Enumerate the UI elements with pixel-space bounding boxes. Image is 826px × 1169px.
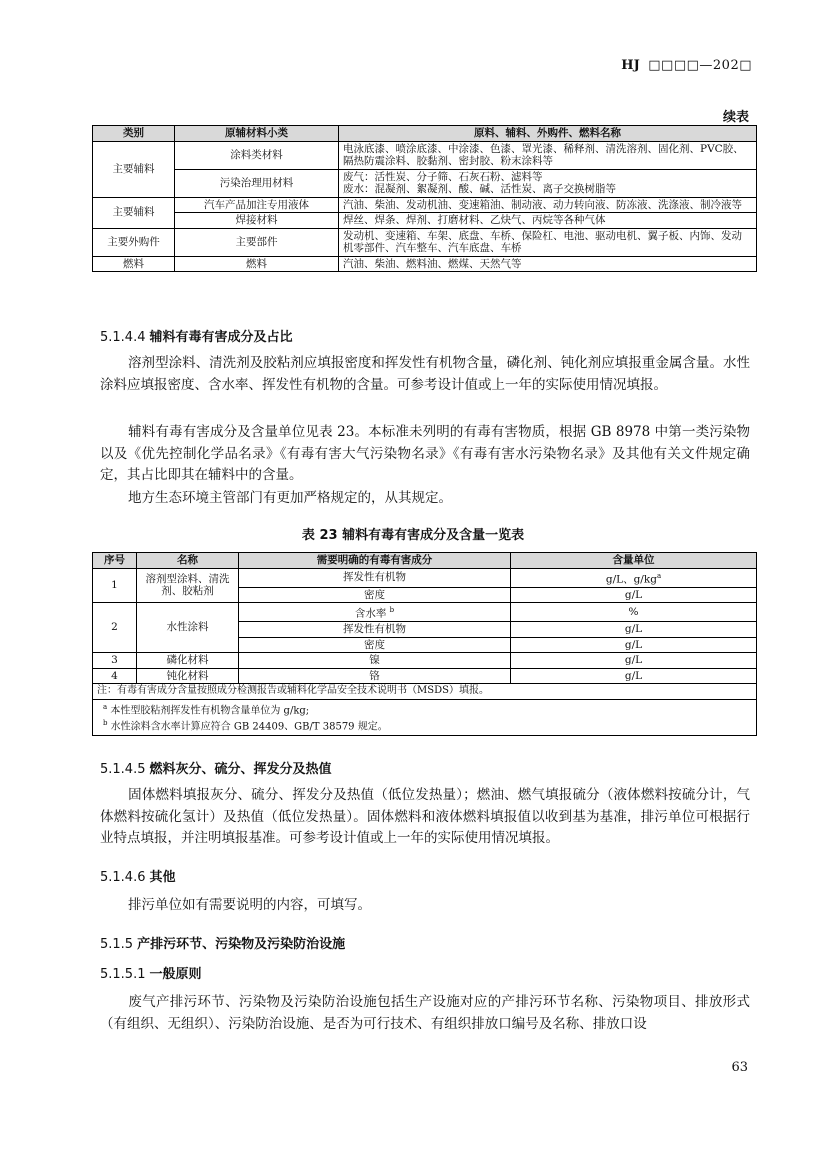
cell-component: 挥发性有机物 <box>239 568 511 587</box>
table-row <box>93 568 757 587</box>
table-footnote-row <box>93 699 757 736</box>
header-names: 原料、辅料、外购件、燃料名称 <box>339 126 757 142</box>
paragraph <box>100 992 750 1035</box>
cell-unit: g/L <box>511 587 757 603</box>
section-title: 产排污环节、污染物及污染防治设施 <box>137 937 346 952</box>
paragraph <box>100 895 750 917</box>
page-number: 63 <box>731 1060 748 1075</box>
section-number: 5.1.4.6 <box>100 870 146 885</box>
paragraph <box>100 488 750 510</box>
table-row <box>93 653 757 669</box>
section-heading-5-1-4-4 <box>100 326 293 345</box>
table-row <box>93 256 757 272</box>
cell-names: 废气：活性炭、分子筛、石灰石粉、滤料等 废水：混凝剂、絮凝剂、酸、碱、活性炭、离子交换树脂等 <box>339 169 757 197</box>
standard-code: □□□□—202□ <box>648 58 752 73</box>
cell-category: 主要辅料 <box>93 141 175 197</box>
section-number: 5.1.4.5 <box>100 762 146 777</box>
header-name: 名称 <box>137 553 239 569</box>
cell-name: 钝化材料 <box>137 668 239 684</box>
toxic-components-table <box>92 552 757 736</box>
cell-name: 溶剂型涂料、清洗剂、胶粘剂 <box>137 568 239 603</box>
table-row <box>93 141 757 169</box>
table-header-row <box>93 553 757 569</box>
cell-category: 主要辅料 <box>93 197 175 228</box>
section-heading-5-1-5 <box>100 933 345 952</box>
footnote-mark: b <box>103 719 108 728</box>
cell-component: 铬 <box>239 668 511 684</box>
cell-names: 汽油、柴油、燃料油、燃煤、天然气等 <box>339 256 757 272</box>
paragraph-text: 溶剂型涂料、清洗剂及胶粘剂应填报密度和挥发性有机物含量，磷化剂、钝化剂应填报重金属含量。水性涂料应填报密度、含水率、挥发性有机物的含量。可参考设计值或上一年的实际使用情况填报。 <box>100 355 750 393</box>
cell-names: 发动机、变速箱、车架、底盘、车桥、保险杠、电池、驱动电机、翼子板、内饰、发动机零部件、汽车整车、汽车底盘、车桥 <box>339 228 757 256</box>
cell-names: 汽油、柴油、发动机油、变速箱油、制动液、动力转向液、防冻液、洗涤液、制冷液等 <box>339 197 757 213</box>
page-header <box>621 58 752 73</box>
footnote-mark: a <box>656 571 662 580</box>
cell-unit: g/L <box>511 668 757 684</box>
table-continued-label: 续表 <box>722 110 749 125</box>
cell-no: 1 <box>93 568 137 603</box>
header-unit: 含量单位 <box>511 553 757 569</box>
paragraph-text: 地方生态环境主管部门有更加严格规定的，从其规定。 <box>128 490 452 506</box>
cell-component: 镍 <box>239 653 511 669</box>
table-header-row <box>93 126 757 142</box>
table-caption: 表 23 辅料有毒有害成分及含量一览表 <box>301 528 525 543</box>
table-note: 注：有毒有害成分含量按照成分检测报告或辅料化学品安全技术说明书（MSDS）填报。 <box>93 684 757 700</box>
section-heading-5-1-5-1 <box>100 963 202 982</box>
table-row <box>93 169 757 197</box>
cell-names: 电泳底漆、喷涂底漆、中涂漆、色漆、罩光漆、稀释剂、清洗溶剂、固化剂、PVC胶、隔热防震涂料、胶黏剂、密封胶、粉末涂料等 <box>339 141 757 169</box>
cell-component: 密度 <box>239 587 511 603</box>
table-row <box>93 228 757 256</box>
footnote-mark: b <box>389 606 395 614</box>
footnote-text: 水性涂料含水率计算应符合 GB 24409、GB/T 38579 规定。 <box>110 721 388 733</box>
paragraph-text: 排污单位如有需要说明的内容，可填写。 <box>128 897 371 913</box>
section-number: 5.1.5.1 <box>100 967 146 982</box>
standard-prefix: HJ <box>621 58 640 73</box>
footnote-mark: a <box>103 702 108 711</box>
footnote-text: 本性型胶粘剂挥发性有机物含量单位为 g/kg; <box>110 704 310 716</box>
table-row <box>93 213 757 229</box>
section-title: 一般原则 <box>149 967 202 982</box>
paragraph-text: 固体燃料填报灰分、硫分、挥发分及热值（低位发热量）；燃油、燃气填报硫分（液体燃料按硫分计，气体燃料按硫化氢计）及热值（低位发热量）。固体燃料和液体燃料填报值以收到基为基准，排污单位可根据行业特点填报，并注明填报基准。可参考设计值或上一年的实际使用情况填报。 <box>100 787 750 846</box>
paragraph <box>100 785 750 850</box>
cell-subcategory: 燃料 <box>175 256 339 272</box>
cell-category: 主要外购件 <box>93 228 175 256</box>
cell-unit: g/L <box>511 637 757 653</box>
cell-no: 4 <box>93 668 137 684</box>
cell-subcategory: 汽车产品加注专用液体 <box>175 197 339 213</box>
section-number: 5.1.4.4 <box>100 330 146 345</box>
table-note-row <box>93 684 757 700</box>
cell-name: 水性涂料 <box>137 603 239 653</box>
section-title: 其他 <box>149 870 176 885</box>
cell-subcategory: 焊接材料 <box>175 213 339 229</box>
cell-names: 焊丝、焊条、焊剂、打磨材料、乙炔气、丙烷等各种气体 <box>339 213 757 229</box>
cell-unit: g/L <box>511 653 757 669</box>
unit-text: g/L、g/kg <box>605 573 657 585</box>
header-component: 需要明确的有毒有害成分 <box>239 553 511 569</box>
cell-component: 挥发性有机物 <box>239 622 511 638</box>
cell-no: 2 <box>93 603 137 653</box>
cell-unit: % <box>511 603 757 622</box>
section-title: 辅料有毒有害成分及占比 <box>149 330 293 345</box>
cell-subcategory: 污染治理用材料 <box>175 169 339 197</box>
cell-unit: g/L <box>511 622 757 638</box>
section-number: 5.1.5 <box>100 937 134 952</box>
paragraph-text: 废气产排污环节、污染物及污染防治设施包括生产设施对应的产排污环节名称、污染物项目、排放形式（有组织、无组织）、污染防治设施、是否为可行技术、有组织排放口编号及名称、排放口设 <box>100 994 750 1032</box>
cell-component: 密度 <box>239 637 511 653</box>
section-heading-5-1-4-6 <box>100 866 176 885</box>
paragraph-text: 辅料有毒有害成分及含量单位见表 23。本标准未列明的有毒有害物质，根据 GB 8978 中第一类污染物以及《优先控制化学品名录》《有毒有害大气污染物名录》《有毒有害水污染物名录》及其他有关文件规定确定，其占比即其在辅料中的含量。 <box>100 424 750 483</box>
cell-subcategory: 主要部件 <box>175 228 339 256</box>
header-category: 类别 <box>93 126 175 142</box>
cell-name: 磷化材料 <box>137 653 239 669</box>
header-no: 序号 <box>93 553 137 569</box>
paragraph <box>100 422 750 487</box>
cell-subcategory: 涂料类材料 <box>175 141 339 169</box>
table-row <box>93 603 757 622</box>
paragraph <box>100 353 750 396</box>
section-title: 燃料灰分、硫分、挥发分及热值 <box>149 762 332 777</box>
table-row <box>93 668 757 684</box>
cell-no: 3 <box>93 653 137 669</box>
cell-component <box>239 603 511 622</box>
header-subcategory: 原辅材料小类 <box>175 126 339 142</box>
section-heading-5-1-4-5 <box>100 758 332 777</box>
cell-unit <box>511 568 757 587</box>
materials-table <box>92 125 757 272</box>
cell-category: 燃料 <box>93 256 175 272</box>
component-text: 含水率 <box>354 607 387 620</box>
table-row <box>93 197 757 213</box>
table-footnote-a <box>93 699 757 736</box>
